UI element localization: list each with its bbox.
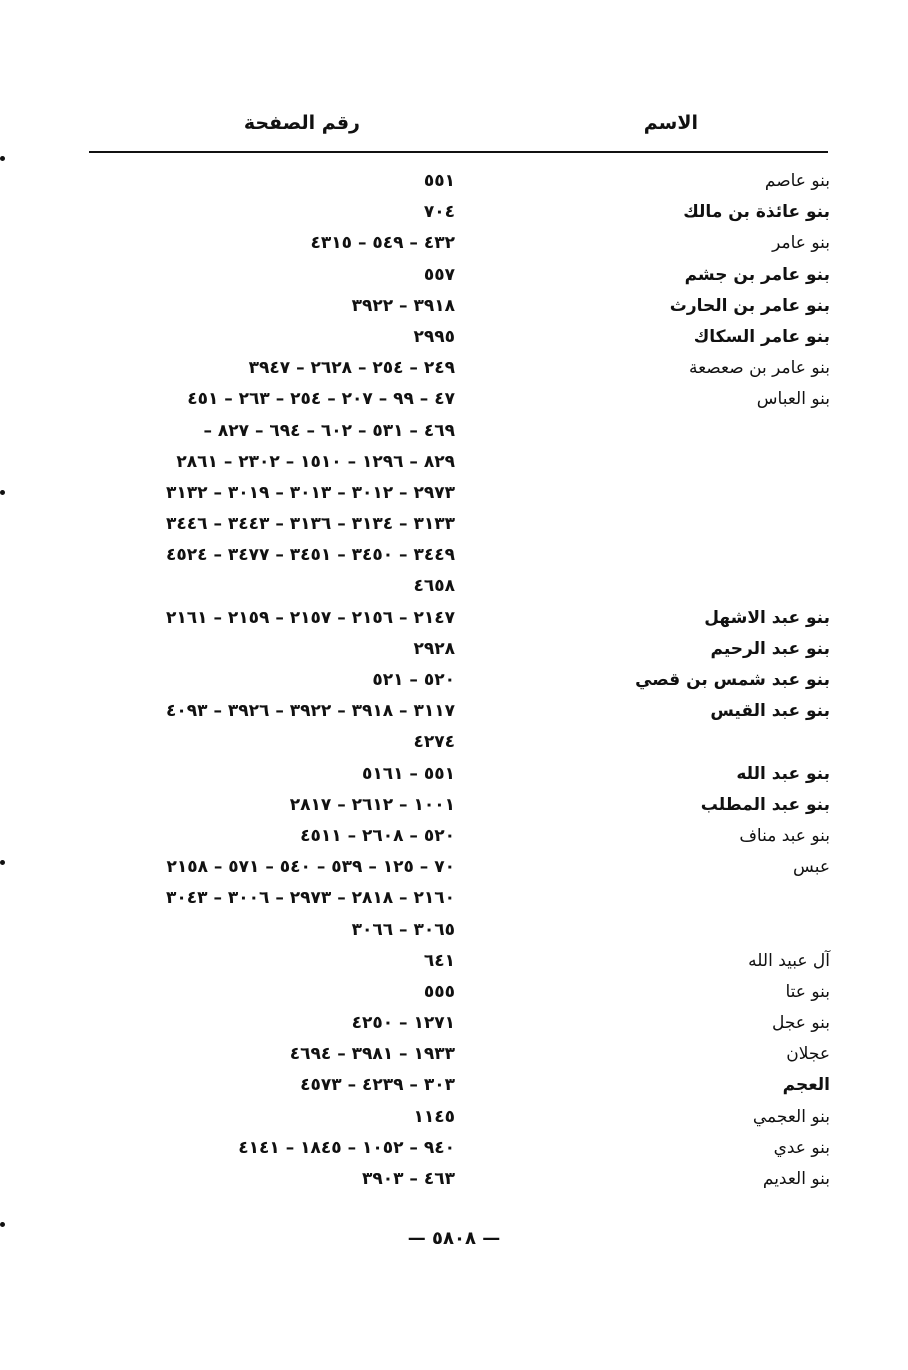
- entry-name: بنو عامر بن جشم: [684, 264, 830, 285]
- entry-name: بنو العباس: [756, 389, 830, 410]
- entry-pages: ٣٩١٨ – ٣٩٢٢: [351, 295, 455, 316]
- entry-name: بنو عبد مناف: [739, 825, 830, 846]
- index-row: [85, 1164, 830, 1195]
- index-row: [85, 509, 830, 540]
- entry-name: بنو العجمي: [752, 1106, 830, 1127]
- index-row: [85, 821, 830, 852]
- entry-pages: ٤٣٢ – ٥٤٩ – ٤٣١٥: [310, 233, 455, 254]
- entry-pages: ٧٠٤: [423, 202, 455, 223]
- index-row: [85, 1133, 830, 1164]
- index-row: [85, 790, 830, 821]
- entry-pages: ٣١١٧ – ٣٩١٨ – ٣٩٢٢ – ٣٩٢٦ – ٤٠٩٣: [166, 701, 455, 722]
- index-row: [85, 228, 830, 259]
- entry-name: بنو عامر السكاك: [693, 326, 830, 347]
- index-row: [85, 353, 830, 384]
- entry-pages: ١٠٠١ – ٢٦١٢ – ٢٨١٧: [289, 794, 455, 815]
- entry-name: بنو عامر بن الحارث: [669, 295, 830, 316]
- index-row: [85, 416, 830, 447]
- entry-name: بنو عجل: [771, 1013, 830, 1034]
- entry-pages: ٥٥٧: [423, 264, 455, 285]
- entry-pages: ٣٠٦٥ – ٣٠٦٦: [351, 919, 455, 940]
- entry-pages: ٥٢٠ – ٥٢١: [372, 670, 455, 690]
- index-row: [85, 603, 830, 634]
- entry-name: بنو عبد القيس: [710, 701, 830, 722]
- index-row: [85, 1102, 830, 1133]
- entry-name: بنو عاصم: [764, 171, 830, 191]
- entry-pages: ٦٤١: [423, 950, 455, 971]
- entry-name: بنو عامر بن صعصعة: [688, 358, 830, 379]
- entry-name: بنو عائذة بن مالك: [683, 202, 830, 223]
- entry-pages: ٣٤٤٩ – ٣٤٥٠ – ٣٤٥١ – ٣٤٧٧ – ٤٥٢٤: [166, 545, 455, 566]
- entry-name: عجلان: [786, 1044, 830, 1065]
- entry-name: بنو العديم: [762, 1169, 830, 1189]
- index-row: [85, 166, 830, 197]
- entry-name: بنو عبد شمس بن قصي: [635, 670, 830, 690]
- index-row: [85, 665, 830, 696]
- index-row: [85, 915, 830, 946]
- header-rule: [89, 151, 828, 153]
- entry-pages: ٤٦٥٨: [413, 576, 455, 597]
- index-row: [85, 571, 830, 602]
- entry-name: بنو عبد الرحيم: [710, 638, 830, 659]
- entry-pages: ٨٢٩ – ١٢٩٦ – ١٥١٠ – ٢٣٠٢ – ٢٨٦١: [176, 451, 455, 472]
- entry-pages: ١١٤٥: [413, 1106, 455, 1127]
- page-number: — ٥٨٠٨ —: [407, 1228, 501, 1249]
- margin-mark: [0, 860, 5, 865]
- entry-pages: ٢٤٩ – ٢٥٤ – ٢٦٢٨ – ٣٩٤٧: [248, 358, 455, 379]
- entry-pages: ٣١٣٣ – ٣١٣٤ – ٣١٣٦ – ٣٤٤٣ – ٣٤٤٦: [166, 514, 455, 535]
- entry-pages: ٩٤٠ – ١٠٥٢ – ١٨٤٥ – ٤١٤١: [238, 1137, 455, 1158]
- entry-pages: ٢١٦٠ – ٢٨١٨ – ٢٩٧٣ – ٣٠٠٦ – ٣٠٤٣: [166, 888, 455, 909]
- index-entries: [85, 166, 830, 1195]
- index-row: [85, 384, 830, 415]
- entry-name: بنو عبد الله: [736, 763, 830, 784]
- index-row: [85, 1039, 830, 1070]
- entry-pages: ٢٩٩٥: [413, 326, 455, 347]
- entry-pages: ٢٩٢٨: [413, 638, 455, 659]
- entry-name: بنو عدي: [773, 1137, 830, 1158]
- entry-name: عبس: [793, 857, 830, 878]
- index-row: [85, 946, 830, 977]
- margin-mark: [0, 1222, 5, 1227]
- index-row: [85, 447, 830, 478]
- entry-pages: ١٩٣٣ – ٣٩٨١ – ٤٦٩٤: [289, 1044, 455, 1065]
- margin-mark: [0, 490, 5, 495]
- entry-pages: ٥٥٥: [423, 981, 455, 1002]
- index-row: [85, 260, 830, 291]
- entry-name: بنو عبد الاشهل: [704, 607, 830, 628]
- entry-pages: ٤٢٧٤: [413, 732, 455, 753]
- index-row: [85, 634, 830, 665]
- index-row: [85, 759, 830, 790]
- entry-name: بنو عامر: [772, 233, 830, 254]
- index-row: [85, 852, 830, 883]
- column-header-page-number: رقم الصفحة: [243, 112, 360, 134]
- index-row: [85, 696, 830, 727]
- column-header-name: الاسم: [643, 112, 698, 134]
- entry-pages: ٢١٤٧ – ٢١٥٦ – ٢١٥٧ – ٢١٥٩ – ٢١٦١: [166, 607, 455, 628]
- index-row: [85, 322, 830, 353]
- entry-pages: ٣٠٣ – ٤٢٣٩ – ٤٥٧٣: [300, 1075, 455, 1096]
- index-row: [85, 727, 830, 758]
- index-row: [85, 1070, 830, 1101]
- index-row: [85, 1008, 830, 1039]
- entry-pages: ٤٧ – ٩٩ – ٢٠٧ – ٢٥٤ – ٢٦٣ – ٤٥١: [187, 389, 455, 410]
- entry-name: آل عبيد الله: [748, 950, 830, 971]
- index-row: [85, 540, 830, 571]
- entry-name: بنو عتا: [785, 981, 830, 1002]
- index-row: [85, 291, 830, 322]
- entry-pages: ٤٦٣ – ٣٩٠٣: [362, 1169, 455, 1189]
- entry-name: العجم: [782, 1075, 830, 1096]
- entry-pages: ٥٥١ – ٥١٦١: [362, 763, 455, 784]
- index-row: [85, 977, 830, 1008]
- entry-pages: ٤٦٩ – ٥٣١ – ٦٠٢ – ٦٩٤ – ٨٢٧ –: [203, 420, 455, 441]
- margin-mark: [0, 156, 5, 161]
- entry-pages: ١٢٧١ – ٤٢٥٠: [351, 1013, 455, 1034]
- index-row: [85, 478, 830, 509]
- index-row: [85, 197, 830, 228]
- entry-pages: ٧٠ – ١٢٥ – ٥٣٩ – ٥٤٠ – ٥٧١ – ٢١٥٨: [166, 857, 455, 878]
- entry-pages: ٥٥١: [423, 171, 455, 191]
- entry-name: بنو عبد المطلب: [700, 794, 830, 815]
- entry-pages: ٢٩٧٣ – ٣٠١٢ – ٣٠١٣ – ٣٠١٩ – ٣١٣٢: [166, 482, 455, 503]
- entry-pages: ٥٢٠ – ٢٦٠٨ – ٤٥١١: [300, 825, 455, 846]
- index-row: [85, 883, 830, 914]
